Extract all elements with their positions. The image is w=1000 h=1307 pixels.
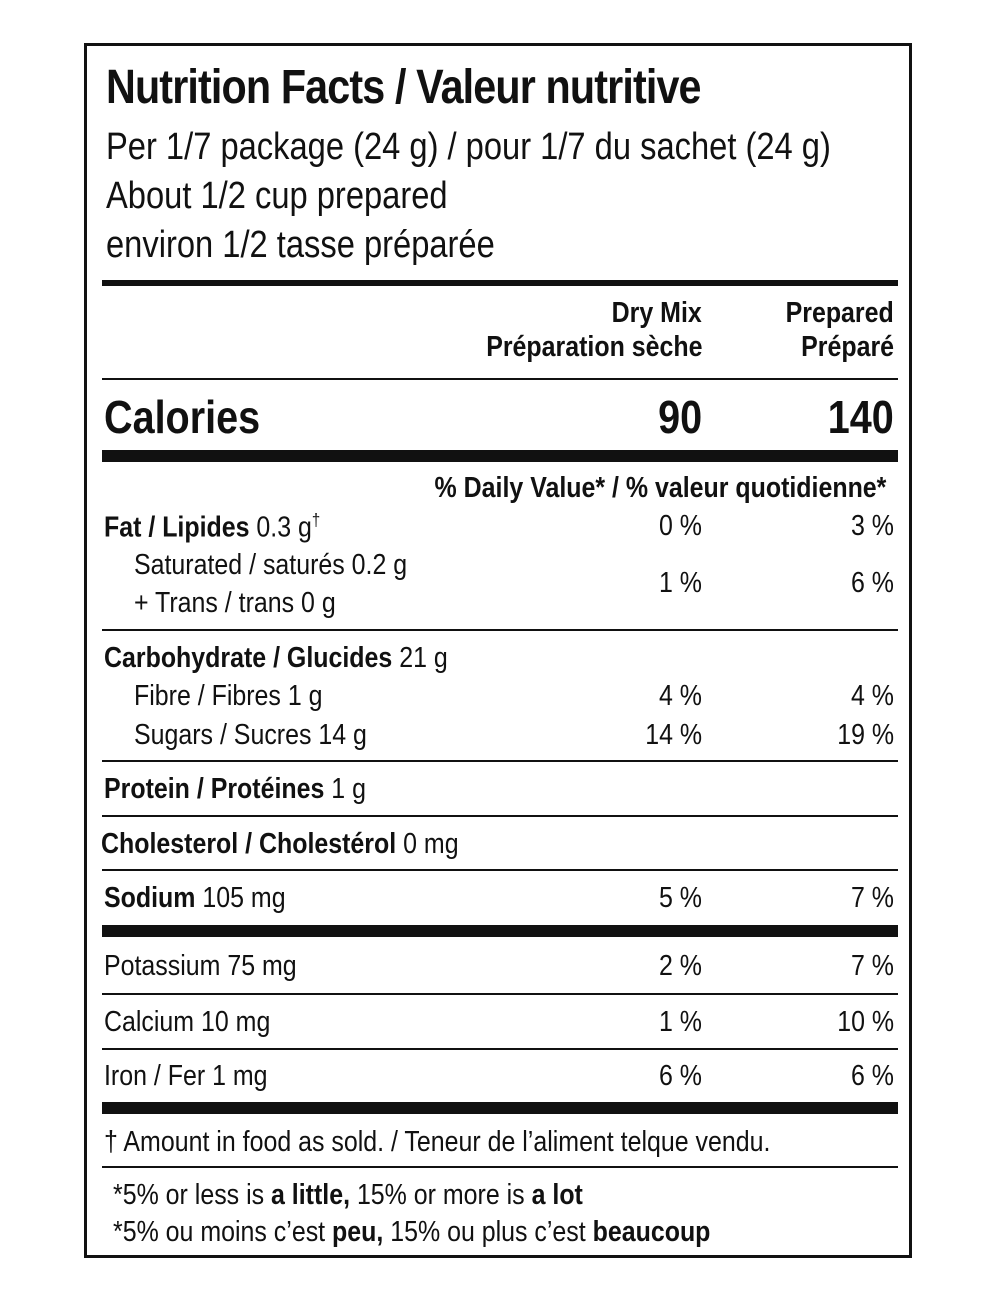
serving-prepared-en: About 1/2 cup prepared	[106, 175, 448, 217]
fibre-dry: 4 %	[659, 680, 702, 712]
divider-heavy	[102, 450, 898, 462]
fn-en-2: a little,	[271, 1179, 351, 1211]
sugars-label: Sugars / Sucres 14 g	[134, 719, 367, 751]
divider-thin	[102, 378, 898, 380]
divider-thin	[102, 993, 898, 995]
daily-value-header: % Daily Value* / % valeur quotidienne*	[434, 472, 886, 504]
sugars-prepared: 19 %	[837, 719, 894, 751]
potassium-dry: 2 %	[659, 950, 702, 982]
sugars-dry: 14 %	[645, 719, 702, 751]
divider-thick	[102, 280, 898, 286]
fn-en-3: 15% or more is	[350, 1179, 532, 1211]
sat-trans-prepared: 6 %	[851, 567, 894, 599]
carb-amount: 21 g	[399, 642, 448, 674]
fat-prepared: 3 %	[851, 510, 894, 542]
fat-label: Fat / Lipides	[104, 511, 250, 544]
sodium-amount: 105 mg	[202, 882, 286, 914]
potassium-prepared: 7 %	[851, 950, 894, 982]
saturated-label: Saturated / saturés 0.2 g	[134, 549, 408, 581]
serving-prepared-fr: environ 1/2 tasse préparée	[106, 224, 495, 266]
fn-fr-2: peu,	[332, 1216, 384, 1248]
divider-heavy	[102, 1102, 898, 1114]
fn-en-1: *5% or less is	[113, 1179, 272, 1211]
divider-thin	[102, 1048, 898, 1050]
fibre-label: Fibre / Fibres 1 g	[134, 680, 323, 712]
divider-thin	[102, 815, 898, 817]
calories-dry: 90	[657, 391, 702, 443]
calories-prepared: 140	[827, 391, 894, 443]
col-dry-fr: Préparation sèche	[485, 331, 702, 363]
chol-label: Cholesterol / Cholestérol	[101, 828, 397, 860]
fat-amount: 0.3 g	[256, 511, 312, 544]
fibre-prepared: 4 %	[851, 680, 894, 712]
fn-fr-1: *5% ou moins c’est	[113, 1216, 333, 1248]
fn-fr-3: 15% ou plus c’est	[383, 1216, 593, 1248]
sodium-prepared: 7 %	[851, 882, 894, 914]
calcium-prepared: 10 %	[837, 1006, 894, 1038]
sat-trans-dry: 1 %	[659, 567, 702, 599]
col-prep-fr: Préparé	[801, 331, 894, 363]
divider-thin	[102, 760, 898, 762]
dagger-mark: †	[311, 510, 321, 530]
carbohydrate-row	[104, 642, 448, 675]
col-dry-en: Dry Mix	[611, 297, 702, 329]
protein-label: Protein / Protéines	[104, 773, 325, 805]
fat-row	[104, 510, 320, 545]
serving-size: Per 1/7 package (24 g) / pour 1/7 du sachet (24 g)	[106, 126, 831, 168]
iron-dry: 6 %	[659, 1060, 702, 1092]
fn-en-4: a lot	[531, 1179, 583, 1211]
trans-label: + Trans / trans 0 g	[134, 587, 336, 619]
fn-fr-4: beaucoup	[592, 1216, 711, 1248]
footnote-en	[113, 1179, 583, 1212]
carb-label: Carbohydrate / Glucides	[104, 642, 393, 674]
footnote-fr	[113, 1216, 710, 1249]
protein-row	[104, 773, 366, 806]
col-prep-en: Prepared	[785, 297, 894, 329]
divider-heavy	[102, 925, 898, 937]
iron-label: Iron / Fer 1 mg	[104, 1060, 268, 1092]
sodium-row	[104, 882, 286, 915]
chol-amount: 0 mg	[403, 828, 459, 860]
cholesterol-row	[101, 828, 459, 861]
divider-thin	[102, 869, 898, 871]
divider-thin	[102, 629, 898, 631]
sodium-label: Sodium	[104, 882, 196, 914]
potassium-label: Potassium 75 mg	[104, 950, 297, 982]
calories-label: Calories	[104, 391, 261, 443]
fat-dry: 0 %	[659, 510, 702, 542]
label-title: Nutrition Facts / Valeur nutritive	[106, 61, 701, 114]
calcium-dry: 1 %	[659, 1006, 702, 1038]
sodium-dry: 5 %	[659, 882, 702, 914]
dagger-footnote: † Amount in food as sold. / Teneur de l’aliment telque vendu.	[104, 1126, 771, 1158]
protein-amount: 1 g	[331, 773, 366, 805]
calcium-label: Calcium 10 mg	[104, 1006, 271, 1038]
divider-thin	[102, 1166, 898, 1168]
iron-prepared: 6 %	[851, 1060, 894, 1092]
